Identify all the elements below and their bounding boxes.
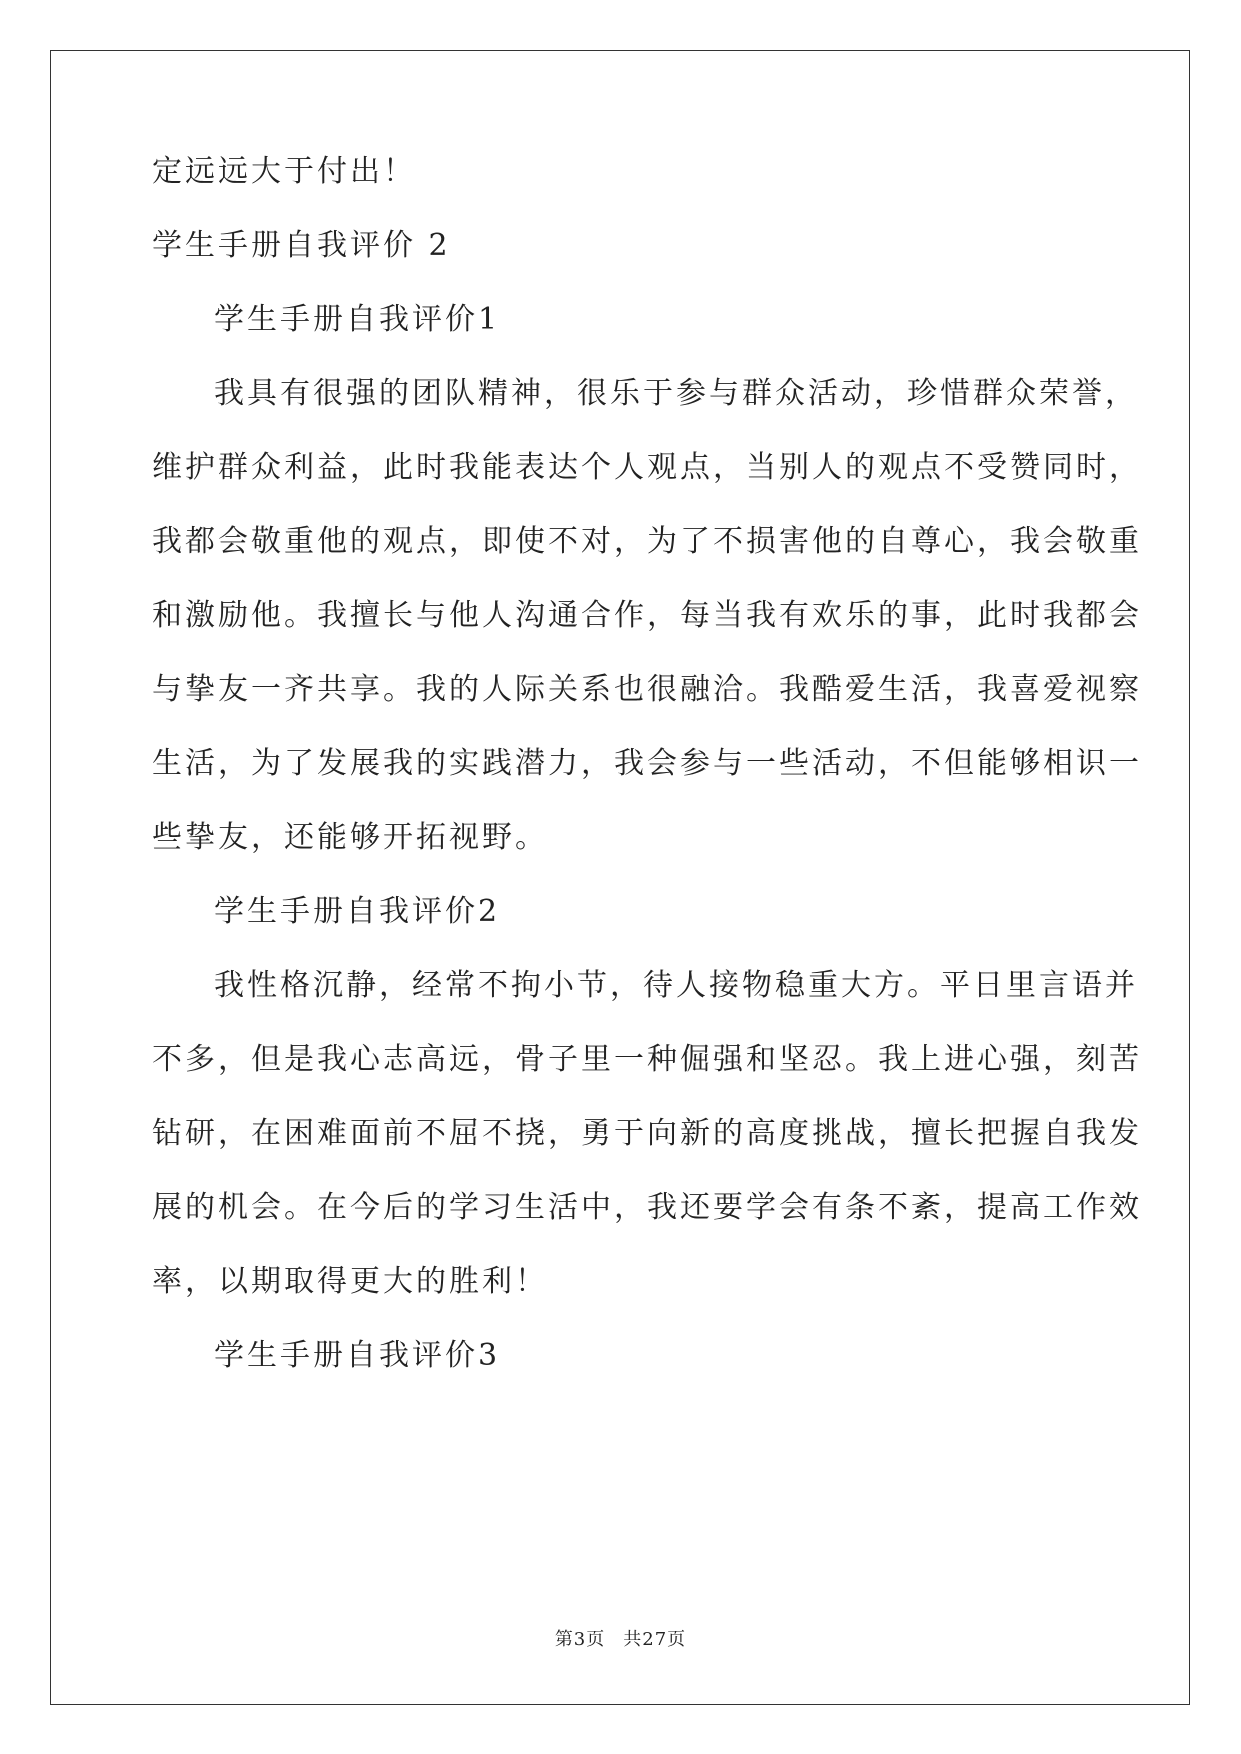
page-border bbox=[50, 50, 1190, 1705]
paragraph-line: 我性格沉静，经常不拘小节，待人接物稳重大方。平日里言语并 bbox=[214, 968, 1138, 1003]
paragraph-line: 和激励他。我擅长与他人沟通合作，每当我有欢乐的事，此时我都会 bbox=[152, 598, 1142, 633]
paragraph-line: 与挚友一齐共享。我的人际关系也很融洽。我酷爱生活，我喜爱视察 bbox=[152, 672, 1142, 707]
paragraph-line: 生活，为了发展我的实践潜力，我会参与一些活动，不但能够相识一 bbox=[152, 746, 1142, 781]
section-title: 学生手册自我评价 2 bbox=[152, 228, 451, 263]
paragraph-line: 率，以期取得更大的胜利！ bbox=[152, 1264, 548, 1299]
page-total: 共27页 bbox=[623, 1629, 687, 1650]
paragraph-line: 不多，但是我心志高远，骨子里一种倔强和坚忍。我上进心强，刻苦 bbox=[152, 1042, 1142, 1077]
subsection-title: 学生手册自我评价2 bbox=[214, 894, 501, 929]
paragraph-line: 展的机会。在今后的学习生活中，我还要学会有条不紊，提高工作效 bbox=[152, 1190, 1142, 1225]
paragraph-line: 钻研，在困难面前不屈不挠，勇于向新的高度挑战，擅长把握自我发 bbox=[152, 1116, 1142, 1151]
paragraph-line: 定远远大于付出！ bbox=[152, 154, 416, 189]
paragraph-line: 我具有很强的团队精神，很乐于参与群众活动，珍惜群众荣誉， bbox=[214, 376, 1138, 411]
paragraph-line: 维护群众利益，此时我能表达个人观点，当别人的观点不受赞同时， bbox=[152, 450, 1142, 485]
subsection-title: 学生手册自我评价3 bbox=[214, 1338, 501, 1373]
page-number: 第3页 bbox=[554, 1629, 606, 1650]
paragraph-line: 我都会敬重他的观点，即使不对，为了不损害他的自尊心，我会敬重 bbox=[152, 524, 1142, 559]
paragraph-line: 些挚友，还能够开拓视野。 bbox=[152, 820, 548, 855]
subsection-title: 学生手册自我评价1 bbox=[214, 302, 501, 337]
page-footer bbox=[0, 1628, 1241, 1652]
